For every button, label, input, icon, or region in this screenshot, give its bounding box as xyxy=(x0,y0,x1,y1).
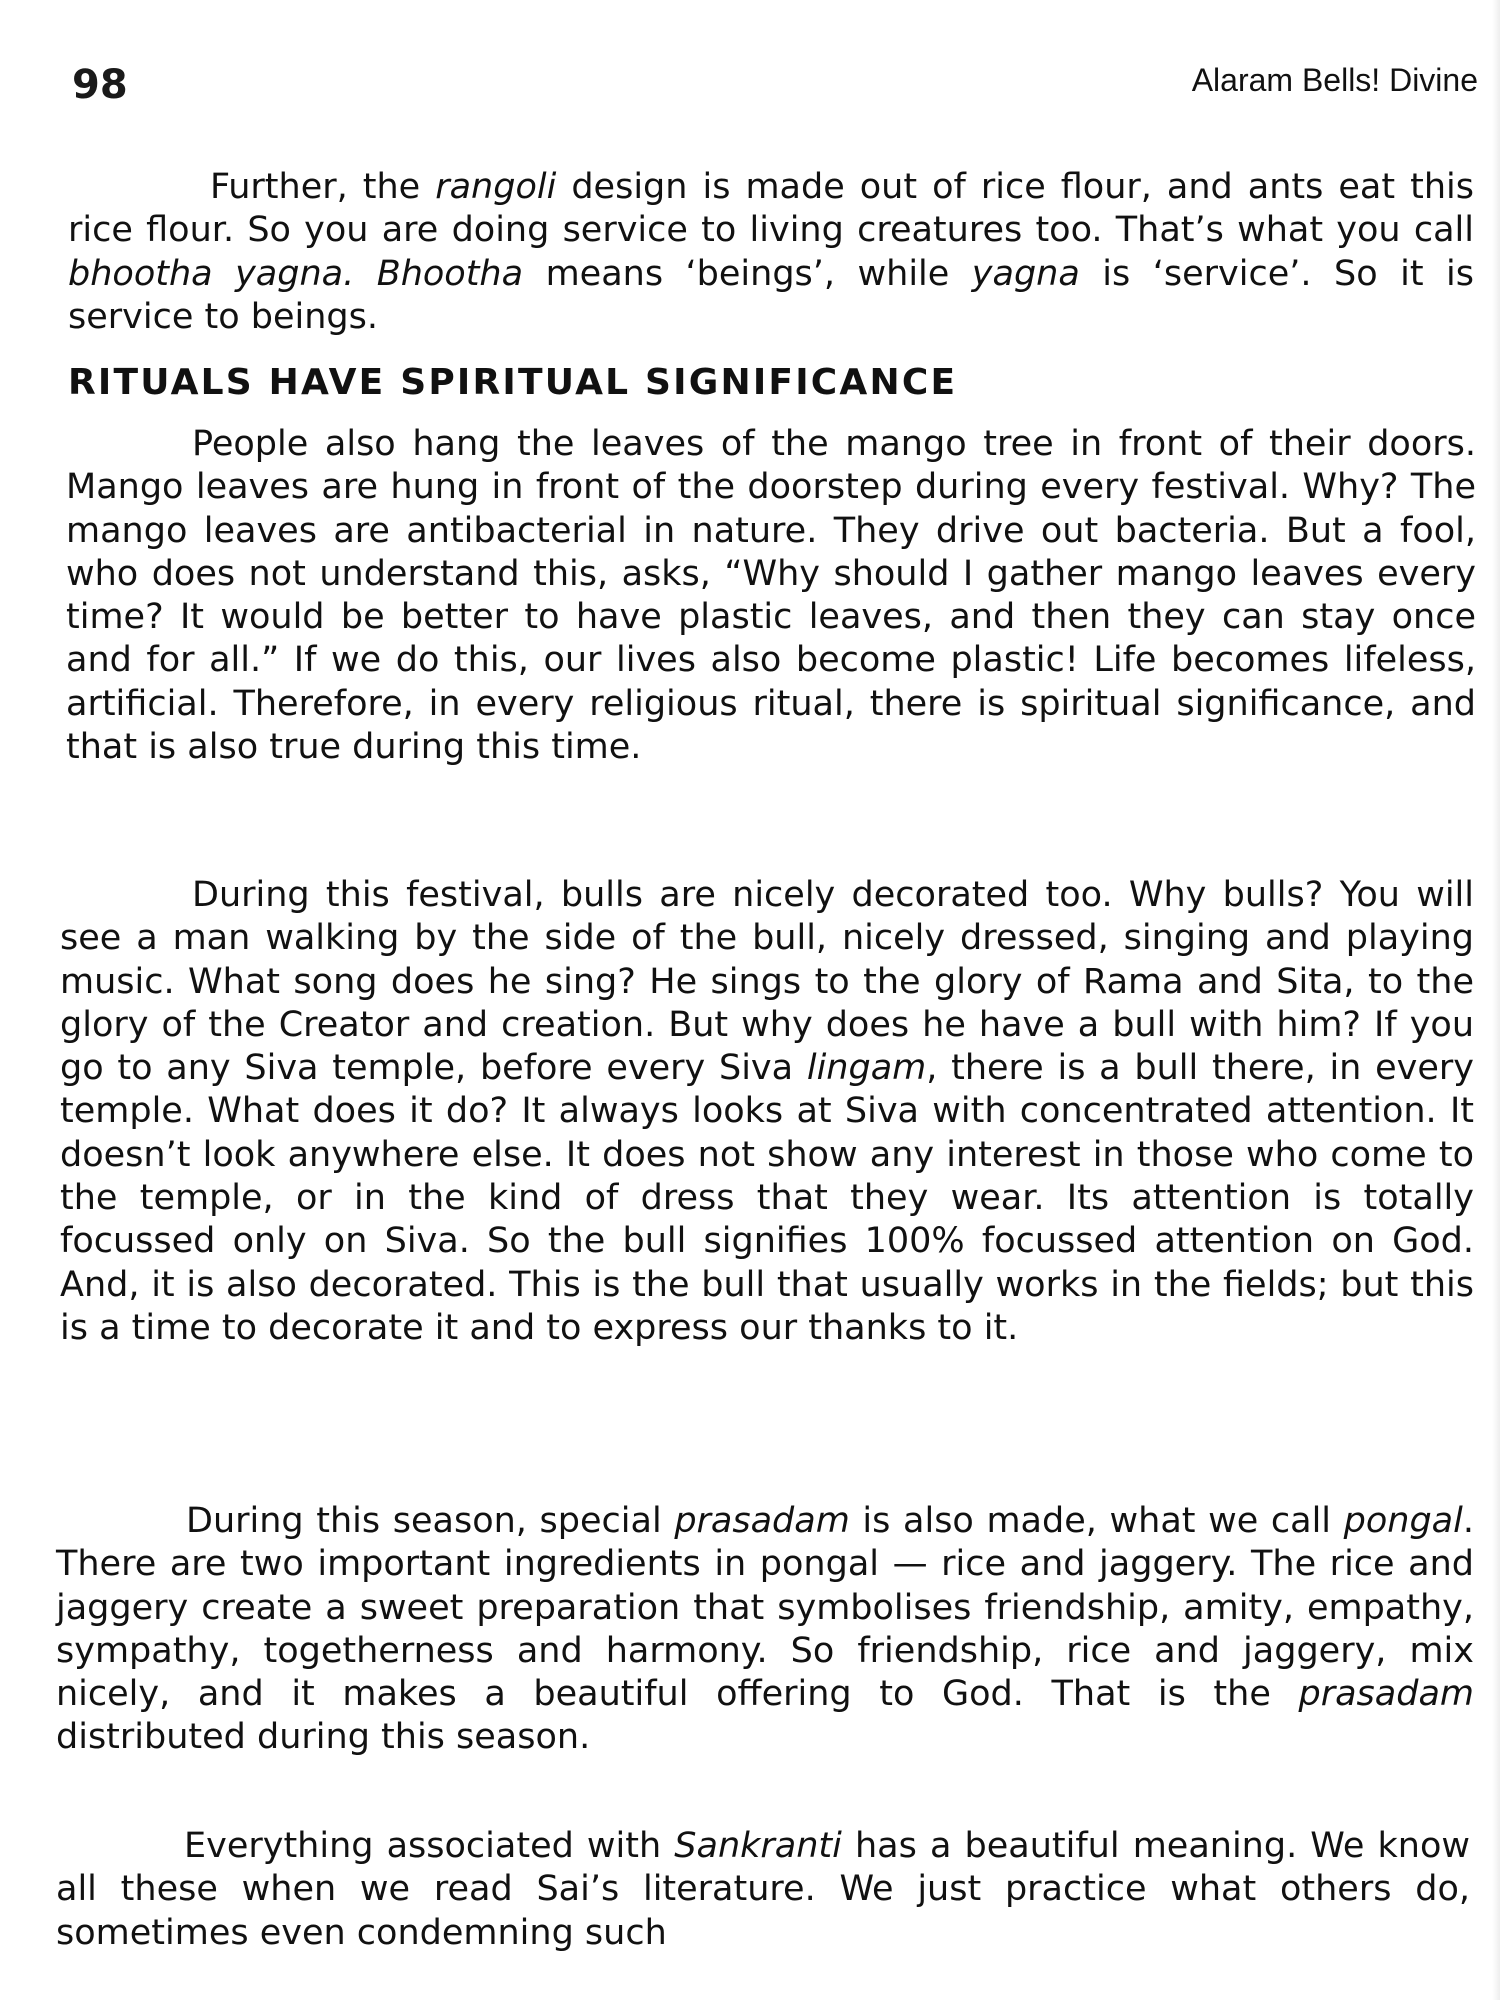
paragraph-rangoli: Further, the rangoli design is made out of rice flour, and ants eat this rice flour. So you are doing service to living creatures too. That’s what you call bhootha yagna. Bhootha means ‘beings’, while yagna is ‘service’. So it is service to beings. xyxy=(68,167,1474,337)
paragraph-sankranti: Everything associated with Sankranti has a beautiful meaning. We know all these when we read Sai’s literature. We just practice what others do, sometimes even condemning such xyxy=(56,1826,1470,1953)
scan-edge-shadow xyxy=(1492,0,1500,2000)
section-heading: RITUALS HAVE SPIRITUAL SIGNIFICANCE xyxy=(68,362,958,403)
paragraph-bulls: During this festival, bulls are nicely decorated too. Why bulls? You will see a man walking by the side of the bull, nicely dressed, singing and playing music. What song does he sing? He sings to the glory of Rama and Sita, to the glory of the Creator and creation. But why does he have a bull with him? If you go to any Siva temple, before every Siva lingam, there is a bull there, in every temple. What does it do? It always looks at Siva with concentrated attention. It doesn’t look anywhere else. It does not show any interest in those who come to the temple, or in the kind of dress that they wear. Its attention is totally focussed only on Siva. So the bull signifies 100% focussed attention on God. And, it is also decorated. This is the bull that usually works in the fields; but this is a time to decorate it and to express our thanks to it. xyxy=(60,875,1475,1348)
running-title: Alaram Bells! Divine xyxy=(1191,62,1478,98)
page-number: 98 xyxy=(72,62,128,108)
paragraph-prasadam: During this season, special prasadam is also made, what we call pongal. There are two important ingredients in pongal — rice and jaggery. The rice and jaggery create a sweet preparation that symbolises friendship, amity, empathy, sympathy, togetherness and harmony. So friendship, rice and jaggery, mix nicely, and it makes a beautiful offering to God. That is the prasadam distributed during this season. xyxy=(56,1501,1474,1758)
paragraph-mango-leaves: People also hang the leaves of the mango tree in front of their doors. Mango leaves are hung in front of the doorstep during every festival. Why? The mango leaves are antibacterial in nature. They drive out bacteria. But a fool, who does not understand this, asks, “Why should I gather mango leaves every time? It would be better to have plastic leaves, and then they can stay once and for all.” If we do this, our lives also become plastic! Life becomes lifeless, artificial. Therefore, in every religious ritual, there is spiritual significance, and that is also true during this time. xyxy=(66,424,1476,768)
